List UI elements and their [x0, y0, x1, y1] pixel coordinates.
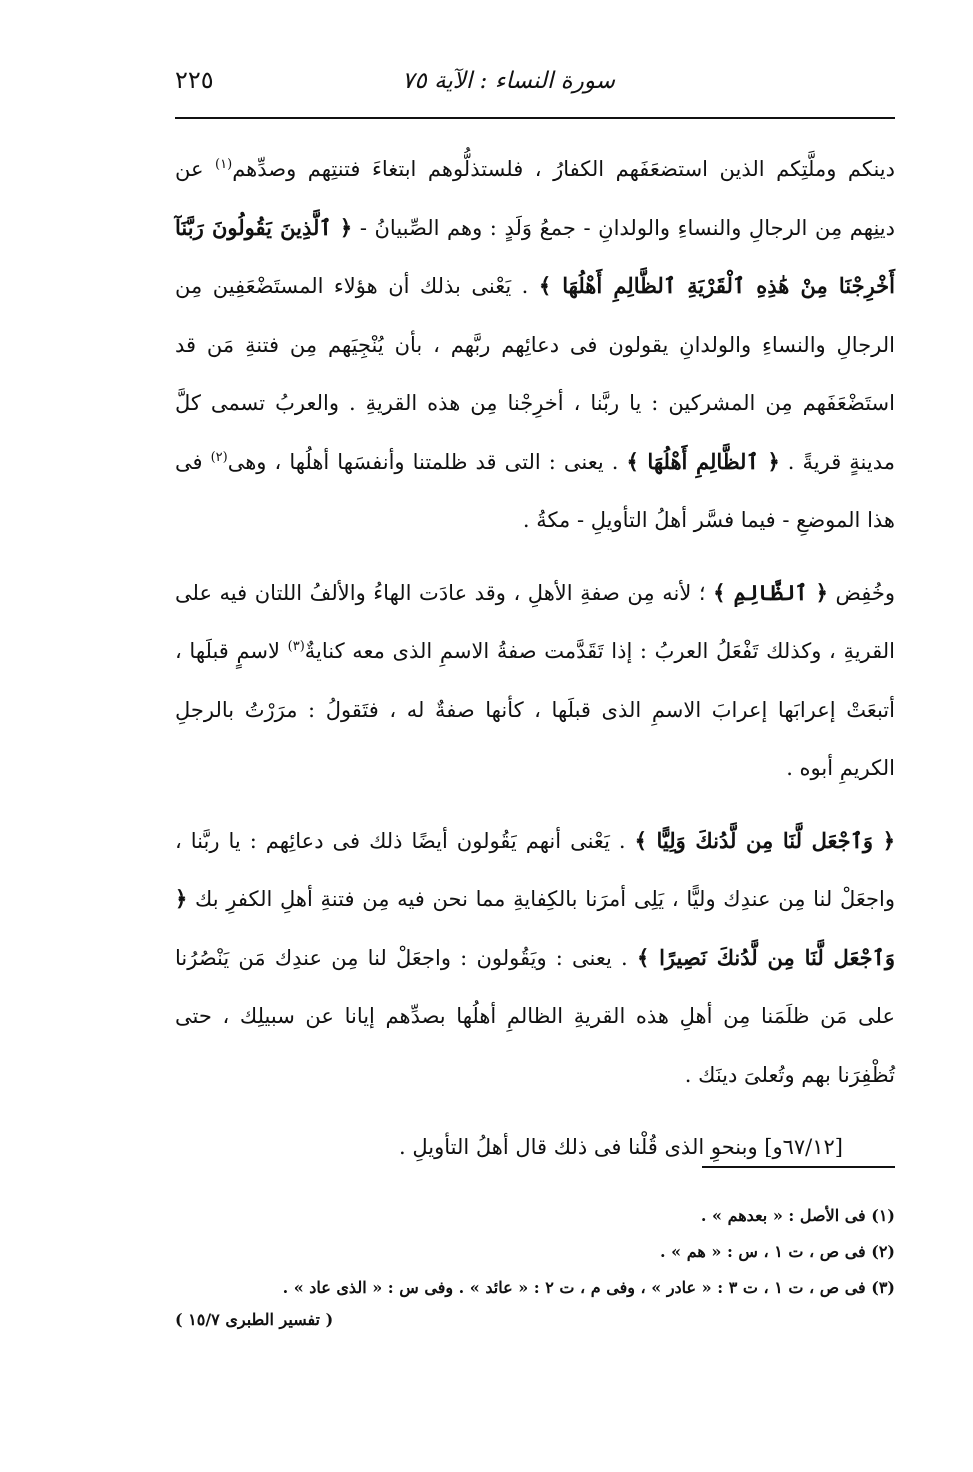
footnote-3: (٣) فى ص ، ت ١ ، ت ٣ : « عادر » ، وفى م ، ت ٢ : « عائد » . وفى س : « الذى عاد » .	[282, 1278, 895, 1297]
page-header	[175, 62, 895, 102]
text-span: دينكم وملَّتِكم الذين استضعَفَهم الكفارُ ، فلستذلُّوهم ابتغاءَ فتنتِهم وصدِّهم	[232, 157, 896, 181]
quran-quote: ﴿ ٱلظَّالِمِ ﴾	[713, 579, 828, 605]
footnote-rule	[702, 1166, 895, 1168]
header-rule	[175, 117, 895, 119]
footnote-2: (٢) فى ص ، ت ١ ، س : « هم » .	[660, 1242, 895, 1261]
quran-quote: ﴿ وَٱجْعَل لَّنَا مِن لَّدُنكَ نَصِيرًا ﴾	[175, 886, 896, 970]
footnote-marker-3: (٣)	[287, 639, 305, 654]
text-span: لاسمٍ قبلَها ، أتبعَتْ إعرابَها إعرابَ الاسمِ الذى قبلَها ، كأنها صفةٌ له ، فتَقولُ : مرَرْتُ بالرجلِ الكريمِ أبوه .	[175, 639, 895, 780]
text-span: وخُفِض	[827, 580, 895, 605]
paragraph-3	[175, 812, 895, 1105]
main-text	[175, 140, 895, 1191]
text-span: عن دينِهم مِن الرجالِ والنساءِ والولدانِ - جمعُ وَلَدٍ : وهم الصِّبيانُ -	[175, 157, 895, 240]
quran-quote: ﴿ ٱلظَّالِمِ أَهْلُهَا ﴾	[626, 448, 780, 474]
text-span: [٦٧/١٢و] وبنحوِ الذى قُلْنا فى ذلك قال أهلُ التأويلِ .	[399, 1135, 843, 1159]
text-span: ؛ لأنه مِن صفةِ الأهلِ ، وقد عادَت الهاءُ والألفُ اللتان فيه على القريةِ ، وكذلك تَفْعَلُ العربُ : إذا تَقَدَّمت صفةُ الاسمِ الذى معه كنايةٌ	[175, 580, 895, 663]
footnotes	[175, 1198, 895, 1306]
text-span: . يَعْنى أنهم يَقُولون أيضًا ذلك فى دعائِهم : يا ربَّنا ، واجعَلْ لنا مِن عندِك وليًّا ، يَلِى أمرَنا بالكِفايةِ مما نحن فيه مِن فتنةِ أهلِ الكفرِ بك	[175, 828, 895, 911]
text-span: . يعنى : ويَقُولون : واجعَلْ لنا مِن عندِك مَن يَنْصُرُنا على مَن ظلَمَنا مِن أهلِ هذه القريةِ الظالمِ أهلُها بصدِّهم إيانا عن سبيلِك ، حتى تُظْفِرَنا بهم وتُعلىَ دينَك .	[175, 945, 895, 1087]
page-number: ٢٢٥	[175, 66, 214, 94]
quran-quote: ﴿ ٱلَّذِينَ يَقُولُونَ رَبَّنَآ أَخْرِجْنَا مِنْ هَٰذِهِ ٱلْقَرْيَةِ ٱلظَّالِمِ أَهْلُهَا ﴾	[175, 214, 895, 298]
text-span: . يَعْنى بذلك أن هؤلاء المستَضْعَفِين مِن الرجالِ والنساءِ والولدانِ يقولون فى دعائِهم ربَّهم ، بأن يُنْجِيَهم مِن فتنةِ مَن قد استَضْعَفَهم مِن المشركين : يا ربَّنا ، أخرِجْنا مِن هذه القريةِ . والعربُ تسمى كلَّ مدينةٍ قريةً .	[175, 274, 895, 474]
source-reference: ( تفسير الطبرى ١٥/٧ )	[175, 1310, 334, 1329]
footnote-marker-2: (٢)	[210, 449, 228, 465]
footnote-1: (١) فى الأصل : « بعدهم » .	[700, 1206, 895, 1225]
paragraph-1	[175, 140, 895, 550]
running-title: سورة النساء : الآية ٧٥	[402, 68, 615, 94]
paragraph-2	[175, 564, 895, 798]
quran-quote: ﴿ وَٱجْعَل لَّنَا مِن لَّدُنكَ وَلِيًّا ﴾	[634, 827, 896, 853]
footnote-marker-1: (١)	[215, 157, 233, 172]
text-span: . يعنى : التى قد ظلمتنا وأنفسَها أهلُها ، وهى	[227, 449, 627, 474]
text-span: فى هذا الموضعِ - فيما فسَّر أهلُ التأويلِ - مكةُ .	[175, 449, 895, 532]
